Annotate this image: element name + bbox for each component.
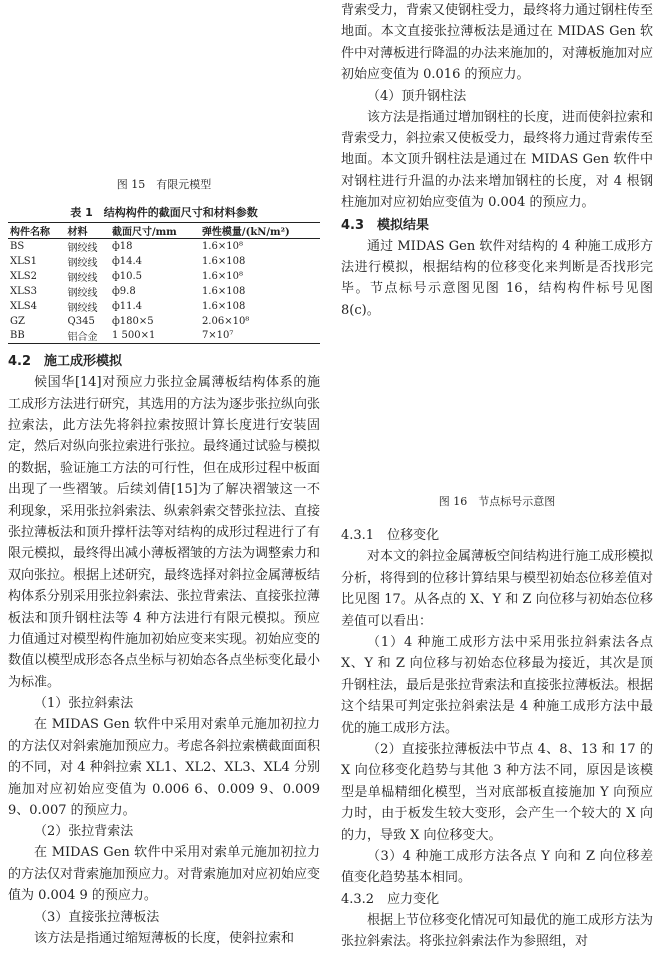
- section-4-3-2-paragraph: 根据上节位移变化情况可知最优的施工成形方法为张拉斜索法。将张拉斜索法作为参照组，对: [341, 912, 654, 950]
- table-cell: 2.06×10⁸: [201, 315, 250, 327]
- table-cell: ф10.5: [111, 271, 143, 282]
- table-row: [8, 269, 320, 284]
- table-cell: 钢绞线: [67, 288, 98, 299]
- table-header-cell: 截面尺寸/mm: [110, 223, 200, 239]
- method-3-text: 该方法是指通过缩短薄板的长度，使斜拉索和: [34, 930, 295, 946]
- table-cell: 钢绞线: [67, 303, 98, 314]
- table-cell: ф9.8: [111, 286, 136, 297]
- table-cell: Q345: [67, 315, 95, 327]
- method-3-text-continued: 背索受力，背索又使钢柱受力，最终将力通过钢柱传至地面。本文直接张拉薄板法是通过在 MIDAS Gen 软件中对薄板进行降温的办法来施加的，对薄板施加对应初始应变值为 0.016 的预应力。: [341, 3, 654, 83]
- table-row: [8, 254, 320, 269]
- section-4-2-paragraph: 候国华[14]对预应力张拉金属薄板结构体系的施工成形方法进行研究，其选用的方法为逐步张拉纵向张拉索法，此方法先将斜拉索按照计算长度进行安装固定，然后对纵向张拉索进行张拉。最终通过试验与模拟的数据，验证施工方法的可行性，但在成形过程中板面出现了一些褶皱。后续刘倩[15]为了解决褶皱这一不利现象，采用张拉斜索法、纵索斜索交替张拉法、直接张拉薄板法和顶升撑杆法等对结构的成形过程进行了有限元模拟，最终得出减小薄板褶皱的方法为调整索力和双向张拉。根据上述研究，最终选择对斜拉金属薄板结构体系分别采用张拉斜索法、张拉背索法、直接张拉薄板法和顶升钢柱法等 4 种方法进行有限元模拟。预应力值通过对模型构件施加初始应变来实现。初始应变的数值以模型成形态各点坐标与初始态各点坐标变化最小为标准。: [8, 375, 321, 690]
- table-cell: 1.6×108: [201, 256, 246, 267]
- table-1-title-text: 结构构件的截面尺寸和材料参数: [103, 206, 258, 219]
- figure-15-image: [8, 0, 320, 176]
- section-4-3-1-heading: 4.3.1 位移变化: [341, 528, 440, 544]
- section-4-3-1-paragraph: 对本文的斜拉金属薄板空间结构进行施工成形模拟分析，将得到的位移计算结果与模型初始态位移差值对比见图 17。从各点的 X、Y 和 Z 向位移与初始态位移差值可以看出：: [341, 549, 654, 629]
- method-2-title: （2）张拉背索法: [34, 824, 134, 840]
- method-4-text: 该方法是指通过增加钢柱的长度，进而使斜拉索和背索受力，斜拉索又使板受力，最终将力通过背索传至地面。本文顶升钢柱法是通过在 MIDAS Gen 软件中对钢柱进行升温的办法来增加钢柱的长度，对 4 根钢柱施加对应初始应变值为 0.004 的预应力。: [341, 109, 654, 211]
- table-cell: XLS2: [10, 271, 37, 282]
- table-cell: 7×10⁷: [200, 328, 320, 344]
- table-cell: 钢绞线: [67, 273, 98, 284]
- table-cell: 铝合金: [66, 328, 110, 344]
- section-4-3-2-heading: 4.3.2 应力变化: [341, 891, 440, 907]
- method-1-text: 在 MIDAS Gen 软件中采用对索单元施加初拉力的方法仅对斜索施加预应力。考虑各斜拉索横截面面积的不同，对 4 种斜拉索 XL1、XL2、XL3、XL4 分别施加对应初始应变值为 0.006 6、0.009 9、0.009 9、0.007 的预应力。: [8, 717, 321, 818]
- table-cell: BS: [10, 241, 25, 252]
- table-cell: 1.6×108: [201, 286, 246, 297]
- figure-16-caption: 图 16 节点标号示意图: [438, 495, 556, 509]
- method-4-title: （4）顶升钢柱法: [367, 88, 467, 104]
- table-cell: 1.6×10⁸: [201, 241, 243, 252]
- table-cell: ф14.4: [111, 256, 143, 267]
- table-cell: 1.6×10⁸: [201, 271, 243, 282]
- table-row: [8, 299, 320, 314]
- right-column: [341, 0, 653, 953]
- table-row: [8, 284, 320, 299]
- table-cell: 钢绞线: [67, 258, 98, 269]
- table-1-title: [8, 204, 320, 220]
- table-1-number: 表 1: [70, 206, 93, 219]
- section-4-3-paragraph: 通过 MIDAS Gen 软件对结构的 4 种施工成形方法进行模拟，根据结构的位移变化来判断是否找形完毕。节点标号示意图见图 16，结构构件标号见图 8(c)。: [341, 238, 653, 318]
- section-4-3-heading: 4.3 模拟结果: [341, 217, 430, 233]
- table-cell: 1.6×108: [201, 301, 246, 312]
- figure-15-caption: 图 15 有限元模型: [116, 178, 212, 191]
- method-1-title: （1）张拉斜索法: [34, 696, 134, 712]
- table-cell: 钢绞线: [67, 243, 98, 254]
- table-cell: XLS1: [10, 256, 37, 267]
- table-row: [8, 314, 320, 328]
- table-cell: XLS4: [10, 301, 37, 312]
- table-cell: ф18: [111, 241, 133, 252]
- table-cell: BB: [8, 328, 66, 344]
- table-cell: ф11.4: [111, 301, 143, 312]
- table-1: [8, 222, 320, 344]
- left-column: [8, 0, 320, 949]
- method-2-text: 在 MIDAS Gen 软件中采用对索单元施加初拉力的方法仅对背索施加预应力。对背索施加对应初始应变值为 0.004 9 的预应力。: [8, 845, 321, 904]
- table-cell: 1 500×1: [110, 328, 200, 344]
- table-header-row: [8, 223, 320, 239]
- finding-2: （2）直接张拉薄板法中节点 4、8、13 和 17 的 X 向位移变化趋势与其他 3 种方法不同，原因是该模型是单榀精细化模型，当对底部板直接施加 Y 向预应力时，由于板发生较大变形，会产生一个较大的 X 向的力，导致 X 向位移变大。: [341, 741, 653, 843]
- table-cell: XLS3: [10, 286, 37, 297]
- table-header-cell: 构件名称: [8, 223, 66, 239]
- table-header-cell: 材料: [66, 223, 110, 239]
- table-row: [8, 328, 320, 344]
- method-3-title: （3）直接张拉薄板法: [34, 909, 160, 925]
- table-cell: GZ: [10, 315, 25, 327]
- finding-1: （1）4 种施工成形方法中采用张拉斜索法各点 X、Y 和 Z 向位移与初始态位移最为接近，其次是顶升钢柱法，最后是张拉背索法和直接张拉薄板法。根据这个结果可判定张拉斜索法是 4 种施工成形方法中最优的施工成形方法。: [341, 634, 654, 736]
- table-row: [8, 239, 320, 255]
- finding-3: （3）4 种施工成形方法各点 Y 向和 Z 向位移差值变化趋势基本相同。: [341, 848, 653, 886]
- table-header-cell: 弹性模量/(kN/m²): [200, 223, 320, 239]
- table-cell: ф180×5: [111, 315, 154, 327]
- figure-16-image: [341, 321, 653, 493]
- section-4-2-heading: 4.2 施工成形模拟: [8, 354, 123, 370]
